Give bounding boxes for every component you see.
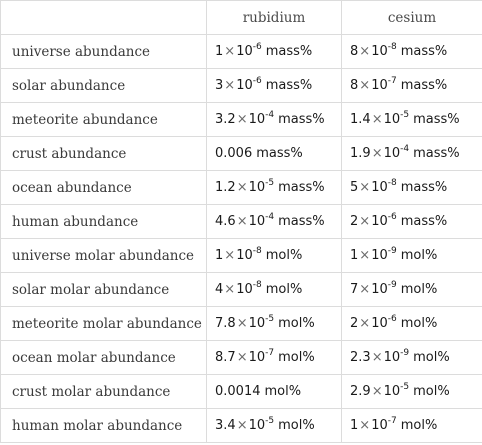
table-row [1, 103, 482, 137]
mantissa: 8.7 [215, 350, 236, 365]
times-sign: × [359, 248, 371, 263]
unit: mol% [278, 316, 315, 331]
unit: mass% [278, 180, 325, 195]
times-sign: × [236, 316, 248, 331]
exponent: -9 [400, 348, 410, 358]
exponent: -7 [387, 416, 397, 426]
unit: mol% [400, 316, 438, 331]
mantissa: 2 [350, 214, 359, 229]
times-sign: × [224, 282, 236, 297]
cesium-value-cell [342, 103, 482, 137]
rubidium-value-cell [207, 103, 342, 137]
mantissa: 8 [350, 78, 359, 93]
table-row [1, 69, 482, 103]
unit: mol% [400, 418, 438, 433]
power-base: 10 [383, 146, 401, 161]
header-row [1, 1, 482, 35]
table-body [1, 35, 482, 443]
unit: mass% [413, 146, 460, 161]
times-sign: × [371, 350, 383, 365]
rubidium-value-cell [207, 35, 342, 69]
times-sign: × [359, 180, 371, 195]
mantissa: 2.9 [350, 384, 371, 399]
power-base: 10 [371, 316, 388, 331]
cesium-value-cell [342, 375, 482, 409]
rubidium-value-cell [207, 273, 342, 307]
mantissa: 1.9 [350, 146, 371, 161]
mantissa: 2.3 [350, 350, 371, 365]
exponent: -6 [252, 42, 262, 52]
rubidium-value-cell [207, 307, 342, 341]
exponent: -8 [252, 280, 262, 290]
power-base: 10 [383, 350, 401, 365]
exponent: -9 [387, 246, 397, 256]
unit: mass% [413, 112, 460, 127]
exponent: -5 [265, 416, 275, 426]
mantissa: 3.2 [215, 112, 236, 127]
mantissa: 1.4 [350, 112, 371, 127]
unit: mass% [400, 44, 448, 59]
exponent: -5 [400, 382, 410, 392]
mantissa: 2 [350, 316, 359, 331]
times-sign: × [359, 282, 371, 297]
exponent: -8 [252, 246, 262, 256]
times-sign: × [371, 146, 383, 161]
times-sign: × [371, 384, 383, 399]
rubidium-value-cell [207, 341, 342, 375]
unit: mol% [413, 350, 450, 365]
times-sign: × [359, 316, 371, 331]
cesium-value-cell [342, 69, 482, 103]
power-base: 10 [236, 282, 253, 297]
mantissa: 1 [350, 418, 359, 433]
exponent: -8 [387, 178, 397, 188]
power-base: 10 [383, 384, 401, 399]
row-label: solar abundance [1, 69, 207, 103]
times-sign: × [359, 418, 371, 433]
power-base: 10 [371, 418, 388, 433]
exponent: -9 [387, 280, 397, 290]
exponent: -6 [252, 76, 262, 86]
row-label: human molar abundance [1, 409, 207, 443]
times-sign: × [224, 44, 236, 59]
rubidium-value-cell [207, 205, 342, 239]
power-base: 10 [248, 180, 266, 195]
table-row [1, 375, 482, 409]
row-label: crust abundance [1, 137, 207, 171]
times-sign: × [371, 112, 383, 127]
header-rubidium: rubidium [207, 1, 342, 35]
row-label: ocean abundance [1, 171, 207, 205]
times-sign: × [236, 112, 248, 127]
power-base: 10 [248, 112, 266, 127]
row-label: universe abundance [1, 35, 207, 69]
times-sign: × [236, 214, 248, 229]
unit: mass% [400, 78, 448, 93]
cesium-value-cell [342, 307, 482, 341]
cesium-value-cell [342, 137, 482, 171]
exponent: -5 [265, 314, 275, 324]
power-base: 10 [248, 418, 266, 433]
power-base: 10 [248, 350, 266, 365]
unit: mass% [265, 44, 313, 59]
times-sign: × [224, 248, 236, 263]
header-cesium: cesium [342, 1, 482, 35]
table-row [1, 273, 482, 307]
mantissa: 5 [350, 180, 359, 195]
power-base: 10 [236, 78, 253, 93]
times-sign: × [224, 78, 236, 93]
unit: mol% [278, 350, 315, 365]
unit: mass% [278, 214, 325, 229]
mantissa: 7 [350, 282, 359, 297]
cesium-value-cell [342, 273, 482, 307]
exponent: -4 [265, 212, 275, 222]
row-label: crust molar abundance [1, 375, 207, 409]
table-row [1, 171, 482, 205]
cesium-value-cell [342, 171, 482, 205]
exponent: -6 [387, 212, 397, 222]
plain-value: 0.006 [215, 146, 253, 161]
mantissa: 4 [215, 282, 224, 297]
cesium-value-cell [342, 35, 482, 69]
times-sign: × [236, 180, 248, 195]
cesium-value-cell [342, 205, 482, 239]
rubidium-value-cell [207, 137, 342, 171]
unit: mass% [278, 112, 325, 127]
table-row [1, 35, 482, 69]
unit: mol% [265, 282, 303, 297]
times-sign: × [359, 44, 371, 59]
table-row [1, 409, 482, 443]
table-row [1, 239, 482, 273]
rubidium-value-cell [207, 69, 342, 103]
times-sign: × [236, 418, 248, 433]
unit: mass% [400, 214, 448, 229]
mantissa: 1 [350, 248, 359, 263]
exponent: -4 [400, 144, 410, 154]
plain-value: 0.0014 [215, 384, 261, 399]
unit: mol% [265, 248, 303, 263]
rubidium-value-cell [207, 409, 342, 443]
power-base: 10 [236, 248, 253, 263]
rubidium-value-cell [207, 375, 342, 409]
power-base: 10 [371, 214, 388, 229]
unit: mass% [400, 180, 448, 195]
power-base: 10 [248, 316, 266, 331]
unit: mol% [400, 248, 438, 263]
cesium-value-cell [342, 409, 482, 443]
power-base: 10 [236, 44, 253, 59]
unit: mol% [264, 384, 302, 399]
rubidium-value-cell [207, 239, 342, 273]
mantissa: 1 [215, 248, 224, 263]
header-corner-cell [1, 1, 207, 35]
table-row [1, 307, 482, 341]
row-label: ocean molar abundance [1, 341, 207, 375]
mantissa: 3 [215, 78, 224, 93]
mantissa: 8 [350, 44, 359, 59]
power-base: 10 [371, 78, 388, 93]
exponent: -8 [387, 42, 397, 52]
times-sign: × [359, 78, 371, 93]
mantissa: 1.2 [215, 180, 236, 195]
exponent: -4 [265, 110, 275, 120]
unit: mol% [278, 418, 315, 433]
exponent: -7 [265, 348, 275, 358]
unit: mass% [256, 146, 303, 161]
power-base: 10 [371, 282, 388, 297]
mantissa: 3.4 [215, 418, 236, 433]
power-base: 10 [371, 44, 388, 59]
power-base: 10 [248, 214, 266, 229]
mantissa: 1 [215, 44, 224, 59]
table-row [1, 341, 482, 375]
unit: mol% [400, 282, 438, 297]
row-label: human abundance [1, 205, 207, 239]
power-base: 10 [383, 112, 401, 127]
rubidium-value-cell [207, 171, 342, 205]
power-base: 10 [371, 180, 388, 195]
mantissa: 4.6 [215, 214, 236, 229]
mantissa: 7.8 [215, 316, 236, 331]
unit: mol% [413, 384, 450, 399]
row-label: meteorite molar abundance [1, 307, 207, 341]
cesium-value-cell [342, 341, 482, 375]
row-label: meteorite abundance [1, 103, 207, 137]
exponent: -5 [400, 110, 410, 120]
exponent: -5 [265, 178, 275, 188]
power-base: 10 [371, 248, 388, 263]
row-label: universe molar abundance [1, 239, 207, 273]
cesium-value-cell [342, 239, 482, 273]
times-sign: × [236, 350, 248, 365]
table-row [1, 205, 482, 239]
times-sign: × [359, 214, 371, 229]
unit: mass% [265, 78, 313, 93]
row-label: solar molar abundance [1, 273, 207, 307]
exponent: -6 [387, 314, 397, 324]
table-row [1, 137, 482, 171]
exponent: -7 [387, 76, 397, 86]
